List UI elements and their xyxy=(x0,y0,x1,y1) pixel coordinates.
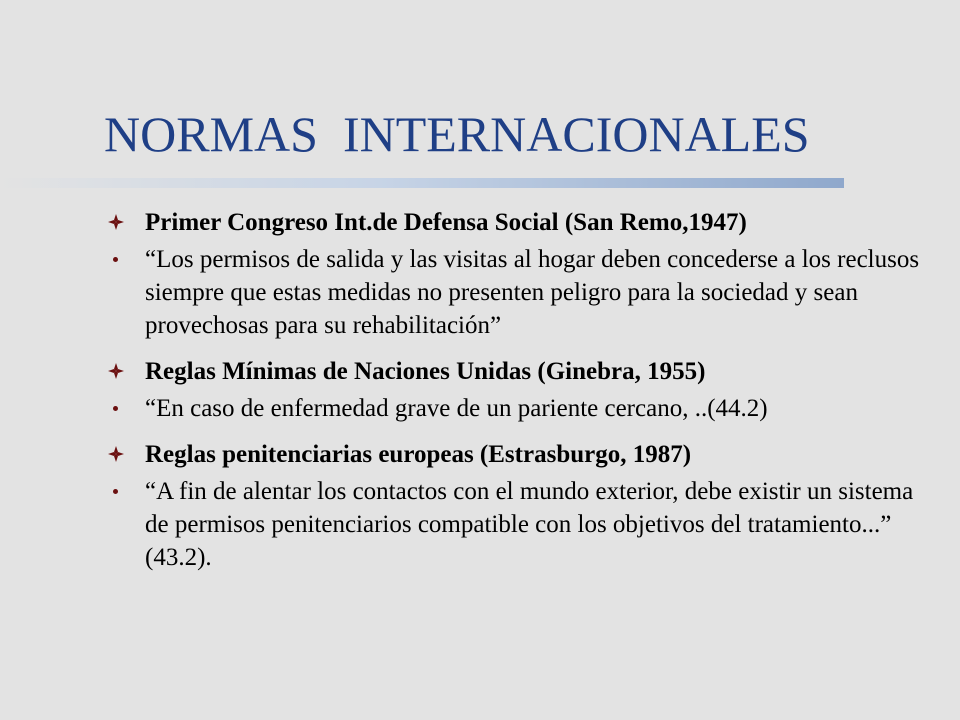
diamond-bullet-icon xyxy=(108,206,124,222)
list-item xyxy=(108,206,938,239)
dot-bullet-icon xyxy=(108,243,113,248)
bullet-list xyxy=(108,206,938,574)
diamond-bullet-icon xyxy=(108,355,124,371)
list-item xyxy=(108,355,938,388)
quote-text: “A fin de alentar los contactos con el mundo exterior, debe existir un sistema de permisos penitenciarios compatible con los objetivos del tratamiento...” (43.2). xyxy=(145,478,914,571)
quote-text: “En caso de enfermedad grave de un pariente cercano, ..(44.2) xyxy=(145,395,768,422)
title-underline xyxy=(0,178,844,188)
list-item xyxy=(108,392,938,425)
dot-bullet-icon xyxy=(108,475,113,480)
diamond-bullet-icon xyxy=(108,438,124,454)
section-heading: Reglas penitenciarias europeas (Estrasburgo, 1987) xyxy=(145,441,692,468)
section-heading: Reglas Mínimas de Naciones Unidas (Ginebra, 1955) xyxy=(145,358,706,385)
section-heading: Primer Congreso Int.de Defensa Social (San Remo,1947) xyxy=(145,209,747,236)
list-item xyxy=(108,438,938,471)
quote-text: “Los permisos de salida y las visitas al hogar deben concederse a los reclusos siempre que estas medidas no presenten peligro para la sociedad y sean provechosas para su rehabilitación” xyxy=(145,246,920,339)
slide-title: NORMAS INTERNACIONALES xyxy=(104,106,810,162)
list-item xyxy=(108,475,938,574)
dot-bullet-icon xyxy=(108,392,113,397)
list-item xyxy=(108,243,938,342)
